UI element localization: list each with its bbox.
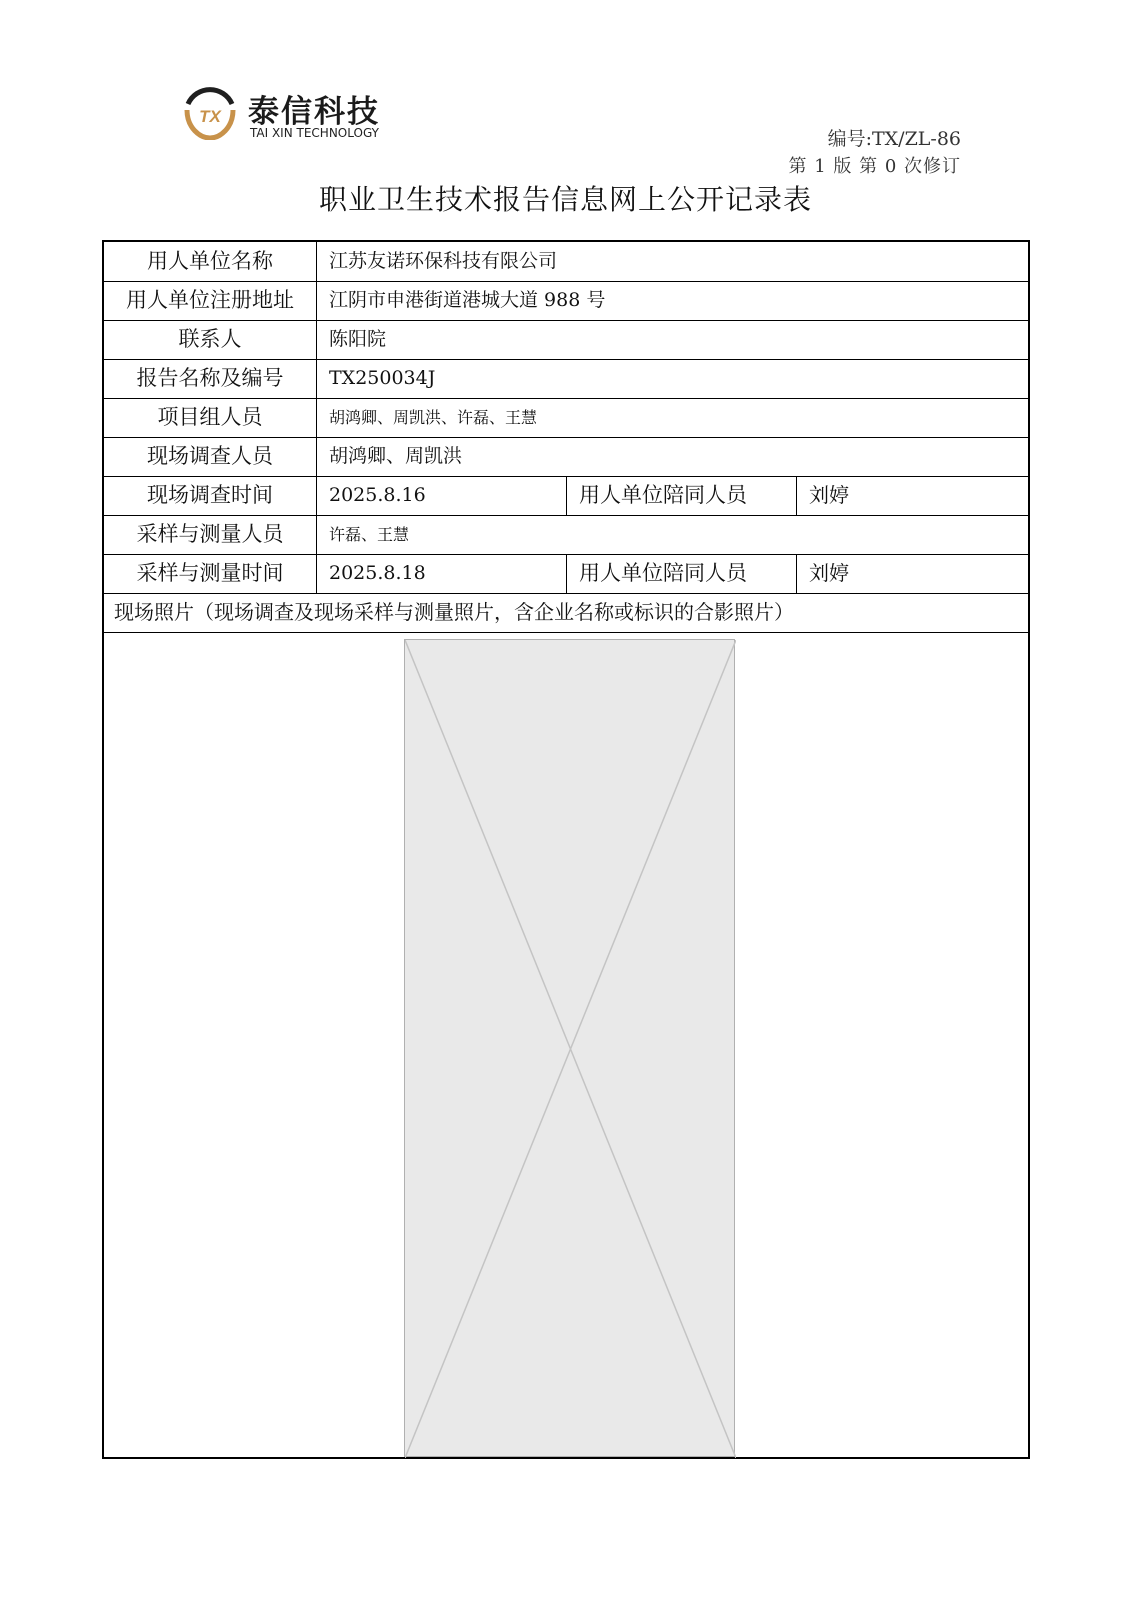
table-row — [104, 281, 1028, 321]
field-value: 刘婷 — [809, 561, 849, 585]
field-value: 陈阳院 — [329, 328, 387, 350]
company-logo — [182, 84, 422, 144]
table-row — [104, 515, 1028, 555]
document-version: 第 1 版 第 0 次修订 — [788, 156, 961, 177]
field-value: 2025.8.18 — [317, 554, 567, 593]
table-row — [104, 320, 1028, 360]
field-value: 胡鸿卿、周凯洪 — [329, 445, 463, 467]
table-row — [104, 359, 1028, 399]
field-label: 报告名称及编号 — [104, 359, 317, 398]
field-label: 用人单位陪同人员 — [567, 476, 797, 515]
table-row — [104, 437, 1028, 477]
site-photo-placeholder — [404, 639, 735, 1457]
image-placeholder-icon — [405, 640, 736, 1458]
logo-text: TX — [199, 107, 221, 126]
tx-logo-icon — [182, 84, 238, 140]
table-row — [104, 554, 1028, 594]
table-row — [104, 398, 1028, 438]
field-value: 2025.8.16 — [317, 476, 567, 515]
field-value: TX250034J — [329, 367, 436, 389]
field-value: 许磊、王慧 — [329, 525, 410, 544]
field-value: 胡鸿卿、周凯洪、许磊、王慧 — [329, 408, 538, 427]
field-value: 江阴市申港街道港城大道 988 号 — [329, 289, 606, 311]
field-label: 现场调查时间 — [104, 476, 317, 515]
page-title: 职业卫生技术报告信息网上公开记录表 — [318, 183, 812, 216]
table-row — [104, 476, 1028, 516]
company-name-en: TAI XIN TECHNOLOGY — [250, 126, 379, 140]
field-label: 现场调查人员 — [104, 437, 317, 476]
field-label: 用人单位名称 — [104, 242, 317, 281]
field-label: 项目组人员 — [104, 398, 317, 437]
field-label: 采样与测量人员 — [104, 515, 317, 554]
photo-section-label: 现场照片（现场调查及现场采样与测量照片，含企业名称或标识的合影照片） — [114, 600, 794, 624]
photo-section-header — [104, 593, 1028, 633]
document-number: 编号:TX/ZL-86 — [827, 128, 961, 150]
table-row — [104, 242, 1028, 282]
record-form-table — [102, 240, 1030, 1459]
company-name-cn: 泰信科技 — [248, 94, 380, 130]
field-label: 联系人 — [104, 320, 317, 359]
field-label: 用人单位注册地址 — [104, 281, 317, 320]
field-value: 刘婷 — [809, 483, 849, 507]
field-label: 用人单位陪同人员 — [567, 554, 797, 593]
field-value: 江苏友诺环保科技有限公司 — [329, 250, 558, 272]
field-label: 采样与测量时间 — [104, 554, 317, 593]
